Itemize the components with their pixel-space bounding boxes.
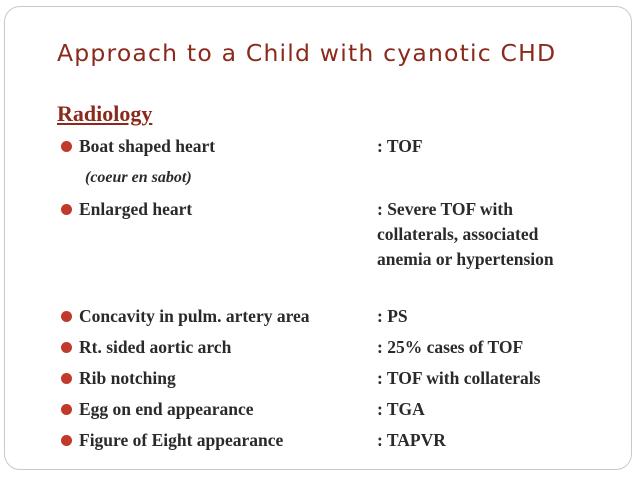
- finding-value: : TGA: [377, 399, 425, 419]
- finding-value-line3: anemia or hypertension: [377, 249, 554, 269]
- bullet-icon: [61, 141, 72, 152]
- finding-label: Concavity in pulm. artery area: [79, 306, 310, 326]
- finding-label: Boat shaped heart: [79, 136, 216, 156]
- finding-label: Rt. sided aortic arch: [79, 337, 232, 357]
- bullet-icon: [61, 404, 72, 415]
- finding-value: : PS: [377, 306, 408, 326]
- finding-value-line2: collaterals, associated: [377, 224, 539, 244]
- finding-label: Egg on end appearance: [79, 399, 254, 419]
- finding-value: : TOF with collaterals: [377, 368, 541, 388]
- bullet-icon: [61, 342, 72, 353]
- bullet-icon: [61, 435, 72, 446]
- finding-label: Enlarged heart: [79, 199, 193, 219]
- finding-value: : 25% cases of TOF: [377, 337, 524, 357]
- bullet-icon: [61, 311, 72, 322]
- finding-label: Rib notching: [79, 368, 176, 388]
- finding-label: Figure of Eight appearance: [79, 430, 284, 450]
- finding-value: : TOF: [377, 136, 423, 156]
- slide-title: Approach to a Child with cyanotic CHD: [57, 39, 557, 67]
- slide: [4, 6, 632, 470]
- bullet-icon: [61, 204, 72, 215]
- finding-value: : Severe TOF with: [377, 199, 513, 219]
- finding-value: : TAPVR: [377, 430, 446, 450]
- finding-subnote: (coeur en sabot): [85, 169, 192, 186]
- bullet-icon: [61, 373, 72, 384]
- section-heading: Radiology: [57, 101, 153, 126]
